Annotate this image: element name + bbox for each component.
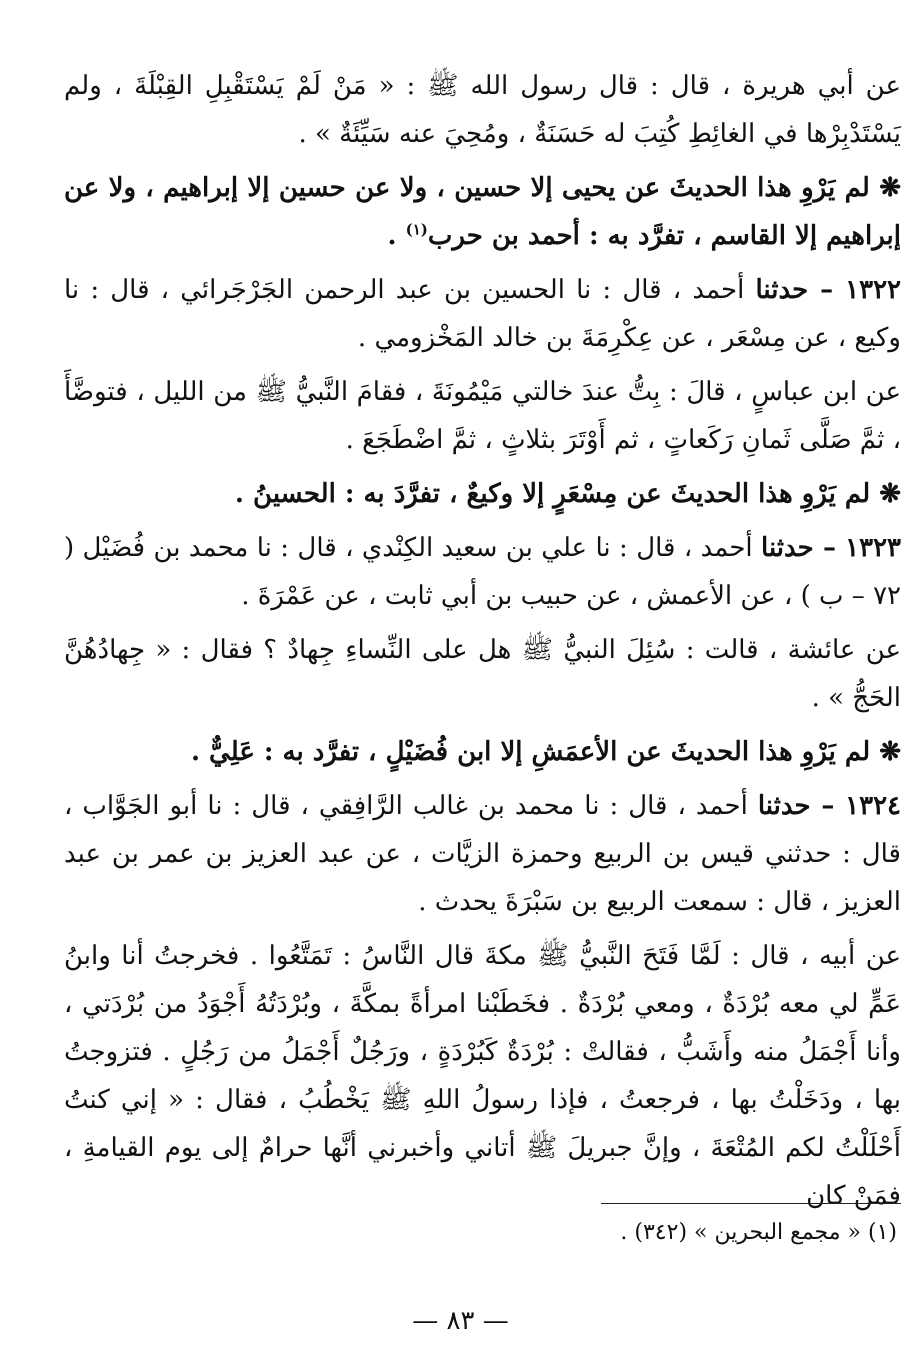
- hadith-text-1322: [64, 368, 901, 464]
- hadith-text-1-content: عن أبي هريرة ، قال : قال رسول الله ﷺ : « مَنْ لَمْ يَسْتَقْبِلِ القِبْلَةَ ، ولم يَسْتَدْبِرْها في الغائِطِ كُتِبَ له حَسَنَةٌ ، ومُحِيَ عنه سَيِّئَةٌ » .: [64, 71, 901, 149]
- hadith-number-1322: ١٣٢٢ – حدثنا: [755, 275, 902, 305]
- isnad-1324-content: أحمد ، قال : نا محمد بن غالب الرَّافِقي ، قال : نا أبو الجَوَّاب ، قال : حدثني قيس بن الربيع وحمزة الزيَّات ، عن عبد العزيز بن عمر بن عبد العزيز ، قال : سمعت الربيع بن سَبْرَةَ يحدث .: [64, 791, 901, 917]
- footnote: (١) « مجمع البحرين » (٣٤٢) .: [620, 1220, 897, 1245]
- hadith-number-1323: ١٣٢٣ – حدثنا: [761, 533, 901, 563]
- commentary-1-content: ❋ لم يَرْوِ هذا الحديثَ عن يحيى إلا حسين ، ولا عن حسين إلا إبراهيم ، ولا عن إبراهيم إلا القاسم ، تفرَّد به : أحمد بن حرب: [64, 173, 901, 251]
- commentary-1322: [64, 470, 901, 518]
- hadith-text-1324: [64, 932, 901, 1220]
- footnote-divider: [601, 1203, 901, 1204]
- commentary-1323: [64, 728, 901, 776]
- page-number: — ٨٣ —: [412, 1306, 509, 1336]
- page-body: [64, 62, 901, 1226]
- hadith-text-1322-content: عن ابن عباسٍ ، قالَ : بِتُّ عندَ خالتي مَيْمُونَةَ ، فقامَ النَّبيُّ ﷺ من الليل ، فتوضَّأَ ، ثمَّ صَلَّى ثَمانِ رَكَعاتٍ ، ثم أَوْتَرَ بثلاثٍ ، ثمَّ اضْطَجَعَ .: [64, 377, 901, 455]
- hadith-number-1324: ١٣٢٤ – حدثنا: [757, 791, 902, 821]
- commentary-1323-content: ❋ لم يَرْوِ هذا الحديثَ عن الأعمَشِ إلا ابن فُضَيْلٍ ، تفرَّد به : عَلِيٌّ .: [190, 737, 901, 767]
- isnad-1322-content: أحمد ، قال : نا الحسين بن عبد الرحمن الجَرْجَرائي ، قال : نا وكيع ، عن مِسْعَر ، عن عِكْرِمَةَ بن خالد المَخْزومي .: [64, 275, 901, 353]
- hadith-text-1: [64, 62, 901, 158]
- isnad-1323: [64, 524, 901, 620]
- hadith-text-1324-content: عن أبيه ، قال : لَمَّا فَتَحَ النَّبيُّ ﷺ مكةَ قال النَّاسُ : تَمَتَّعُوا . فخرجتُ أنا وابنُ عَمٍّ لي معه بُرْدَةٌ ، ومعي بُرْدَةٌ . فخَطَبْنا امرأةً بمكَّةَ ، وبُرْدَتُهُ أَجْوَدُ من بُرْدَتي ، وأنا أَجْمَلُ منه وأَشَبُّ ، فقالتْ : بُرْدَةٌ كَبُرْدَةٍ ، ورَجُلٌ أَجْمَلُ من رَجُلٍ . فتزوجتُ بها ، ودَخَلْتُ بها ، فرجعتُ ، فإذا رسولُ اللهِ ﷺ يَخْطُبُ ، فقال : « إني كنتُ أَحْلَلْتُ لكم المُتْعَةَ ، وإنَّ جبريلَ ﷺ أتاني وأخبرني أنَّها حرامٌ إلى يوم القيامةِ ، فمَنْ كان: [64, 941, 901, 1211]
- commentary-1322-content: ❋ لم يَرْوِ هذا الحديثَ عن مِسْعَرٍ إلا وكيعٌ ، تفرَّدَ به : الحسينُ .: [234, 479, 901, 509]
- isnad-1323-content: أحمد ، قال : نا علي بن سعيد الكِنْدي ، قال : نا محمد بن فُضَيْل ( ٧٢ – ب ) ، عن الأعمش ، عن حبيب بن أبي ثابت ، عن عَمْرَةَ .: [64, 533, 901, 611]
- isnad-1324: [64, 782, 901, 926]
- commentary-1-tail: .: [387, 221, 406, 251]
- commentary-1: [64, 164, 901, 260]
- isnad-1322: [64, 266, 901, 362]
- hadith-text-1323-content: عن عائشة ، قالت : سُئِلَ النبيُّ ﷺ هل على النِّساءِ جِهادٌ ؟ فقال : « جِهادُهُنَّ الحَجُّ » .: [64, 635, 901, 713]
- hadith-text-1323: [64, 626, 901, 722]
- footnote-marker: (١): [405, 220, 428, 239]
